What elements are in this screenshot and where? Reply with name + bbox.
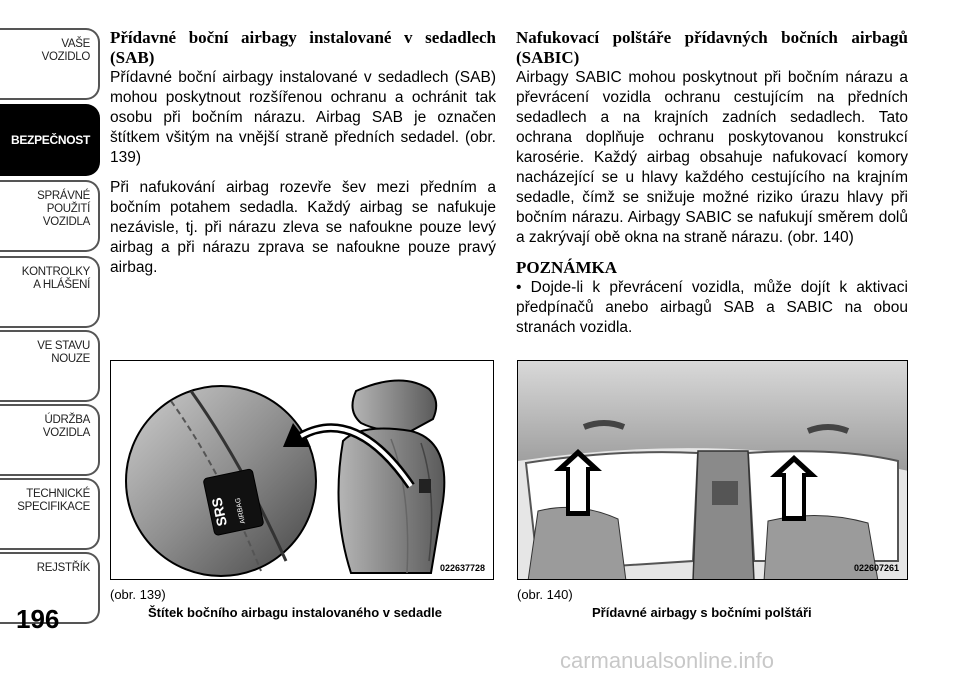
interior-illustration bbox=[518, 361, 908, 580]
tab-label: KONTROLKY A HLÁŠENÍ bbox=[21, 266, 90, 291]
chapter-tabs bbox=[0, 0, 100, 620]
tab-ve-stavu-nouze[interactable] bbox=[0, 330, 100, 402]
figure-code: 022607261 bbox=[853, 563, 899, 573]
right-column bbox=[516, 28, 908, 348]
tab-technicke-specifikace[interactable] bbox=[0, 478, 100, 550]
tab-label: VAŠE VOZIDLO bbox=[41, 38, 90, 63]
note-text: • Dojde-li k převrácení vozidla, může dojít k aktivaci předpínačů anebo airbagů SAB a SABIC na obou stranách vozidla. bbox=[516, 279, 908, 336]
figure-seat-airbag-label bbox=[110, 360, 494, 580]
tab-label: BEZPEČNOST bbox=[10, 133, 90, 147]
figure-number: (obr. 139) bbox=[110, 587, 166, 602]
figure-side-curtain-airbags bbox=[517, 360, 908, 580]
left-column bbox=[110, 28, 496, 288]
watermark: carmanualsonline.info bbox=[560, 648, 775, 673]
tab-udrzba[interactable] bbox=[0, 404, 100, 476]
section-heading-sab: Přídavné boční airbagy instalované v sedadlech (SAB) bbox=[110, 28, 496, 67]
figure-code: 022637728 bbox=[439, 563, 485, 573]
seat-illustration bbox=[111, 361, 494, 580]
figure-number: (obr. 140) bbox=[517, 587, 573, 602]
tab-label: REJSTŘÍK bbox=[36, 562, 90, 574]
figure-caption: Přídavné airbagy s bočními polštáři bbox=[592, 605, 812, 620]
airbag-text: AIRBAG bbox=[234, 496, 248, 525]
tab-label: SPRÁVNÉ POUŽITÍ VOZIDLA bbox=[37, 190, 90, 228]
section-heading-sabic: Nafukovací polštáře přídavných bočních airbagů (SABIC) bbox=[516, 28, 908, 67]
paragraph: Airbagy SABIC mohou poskytnout při bočním nárazu a převrácení vozidla ochranu cestujícím na předních sedadlech a na krajních zadních sedadlech. Tato ochrana doplňuje ochranu poskytovanou konstrukcí karosérie. Každý airbag obsahuje nafukovací komory nacházející se u hlavy každého cestujícího na krajním sedadle, čímž se snižuje možné riziko úrazu hlavy při bočním nárazu. Airbagy SABIC se nafukují směrem dolů a zakrývají obě okna na straně nárazu. (obr. 140) bbox=[516, 69, 908, 246]
tab-vase-vozidlo[interactable] bbox=[0, 28, 100, 100]
tab-kontrolky[interactable] bbox=[0, 256, 100, 328]
paragraph: Při nafukování airbag rozevře šev mezi předním a bočním potahem sedadla. Každý airbag se nafukuje nezávisle, tj. při nárazu zleva se nafoukne pouze levý airbag a při nárazu zprava se nafoukne pouze pravý airbag. bbox=[110, 179, 496, 276]
srs-text: SRS bbox=[208, 496, 231, 528]
tab-label: TECHNICKÉ SPECIFIKACE bbox=[17, 488, 90, 513]
tab-bezpecnost[interactable] bbox=[0, 104, 100, 176]
paragraph: Přídavné boční airbagy instalované v sedadlech (SAB) mohou poskytnout rozšířenou ochranu a ochránit tak osobu při bočním nárazu. Airbag SAB je označen štítkem všitým na vnější straně předních sedadel. (obr. 139) bbox=[110, 69, 496, 166]
tab-label: ÚDRŽBA VOZIDLA bbox=[42, 414, 90, 439]
page-number: 196 bbox=[16, 604, 60, 634]
figure-caption: Štítek bočního airbagu instalovaného v sedadle bbox=[148, 605, 443, 620]
tab-spravne-pouziti[interactable] bbox=[0, 180, 100, 252]
tab-label: VE STAVU NOUZE bbox=[37, 340, 90, 365]
note-title: POZNÁMKA bbox=[516, 258, 618, 277]
